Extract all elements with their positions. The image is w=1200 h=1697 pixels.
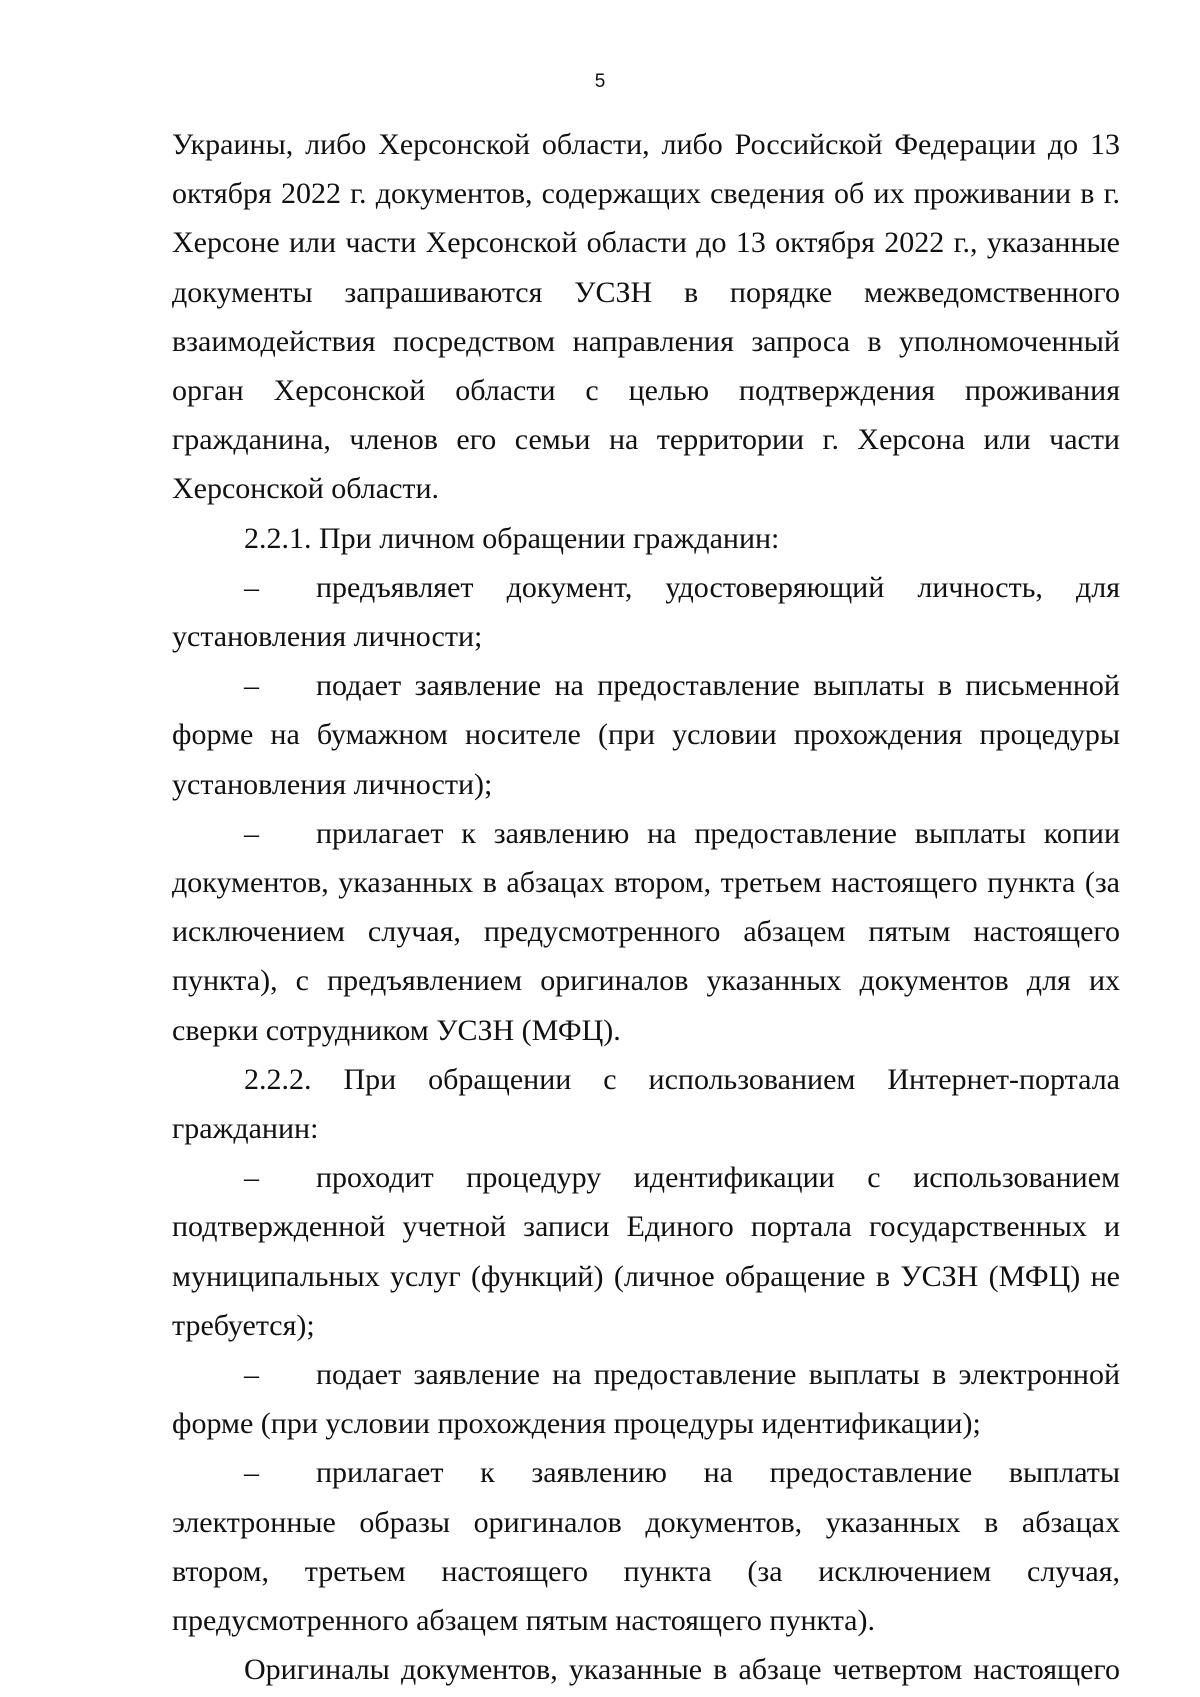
document-body [172,120,1120,1695]
section-heading-2-2-2: 2.2.2. При обращении с использованием Интернет-портала гражданин: [172,1062,1120,1146]
dash-marker: – [244,1358,259,1392]
list-item-text: проходит процедуру идентификации с использованием подтвержденной учетной записи Единого портала государственных и муниципальных услуг (функций) (личное обращение в УСЗН (МФЦ) не требуется); [172,1161,1120,1342]
list-item-text: предъявляет документ, удостоверяющий личность, для установления личности; [172,570,1120,654]
list-item [172,1448,1120,1645]
paragraph-originals: Оригиналы документов, указанные в абзаце четвертом настоящего [244,1653,1120,1687]
section-heading-2-2-1: 2.2.1. При личном обращении гражданин: [244,521,780,555]
dash-marker: – [244,570,259,604]
list-item-text: подает заявление на предоставление выплаты в электронной форме (при условии прохождения процедуры идентификации); [172,1358,1120,1441]
dash-marker: – [244,1456,259,1490]
list-item-text: прилагает к заявлению на предоставление выплаты копии документов, указанных в абзацах втором, третьем настоящего пункта (за исключением случая, предусмотренного абзацем пятым настоящего пункта), с предъявлением оригиналов указанных документов для их сверки сотрудником УСЗН (МФЦ). [172,816,1120,1047]
list-item [172,1350,1120,1448]
list-item [172,661,1120,809]
list-item-text: прилагает к заявлению на предоставление выплаты электронные образы оригиналов документов, указанных в абзацах втором, третьем настоящего пункта (за исключением случая, предусмотренного абзацем пятым настоящего пункта). [172,1456,1120,1638]
dash-marker: – [244,1161,259,1195]
dash-marker: – [244,669,259,703]
page-number: 5 [594,71,606,92]
list-item [172,1153,1120,1350]
paragraph-continuation: Украины, либо Херсонской области, либо Российской Федерации до 13 октября 2022 г. документов, содержащих сведения об их проживании в г. Херсоне или части Херсонской области до 13 октября 2022 г., указанные документы запрашиваются УСЗН в порядке межведомственного взаимодействия посредством направления запроса в уполномоченный орган Херсонской области с целью подтверждения проживания гражданина, членов его семьи на территории г. Херсона или части Херсонской области. [172,128,1120,506]
list-item-text: подает заявление на предоставление выплаты в письменной форме на бумажном носителе (при условии прохождения процедуры установления личности); [172,669,1120,801]
dash-marker: – [244,816,259,850]
list-item [172,563,1120,661]
list-item [172,809,1120,1055]
